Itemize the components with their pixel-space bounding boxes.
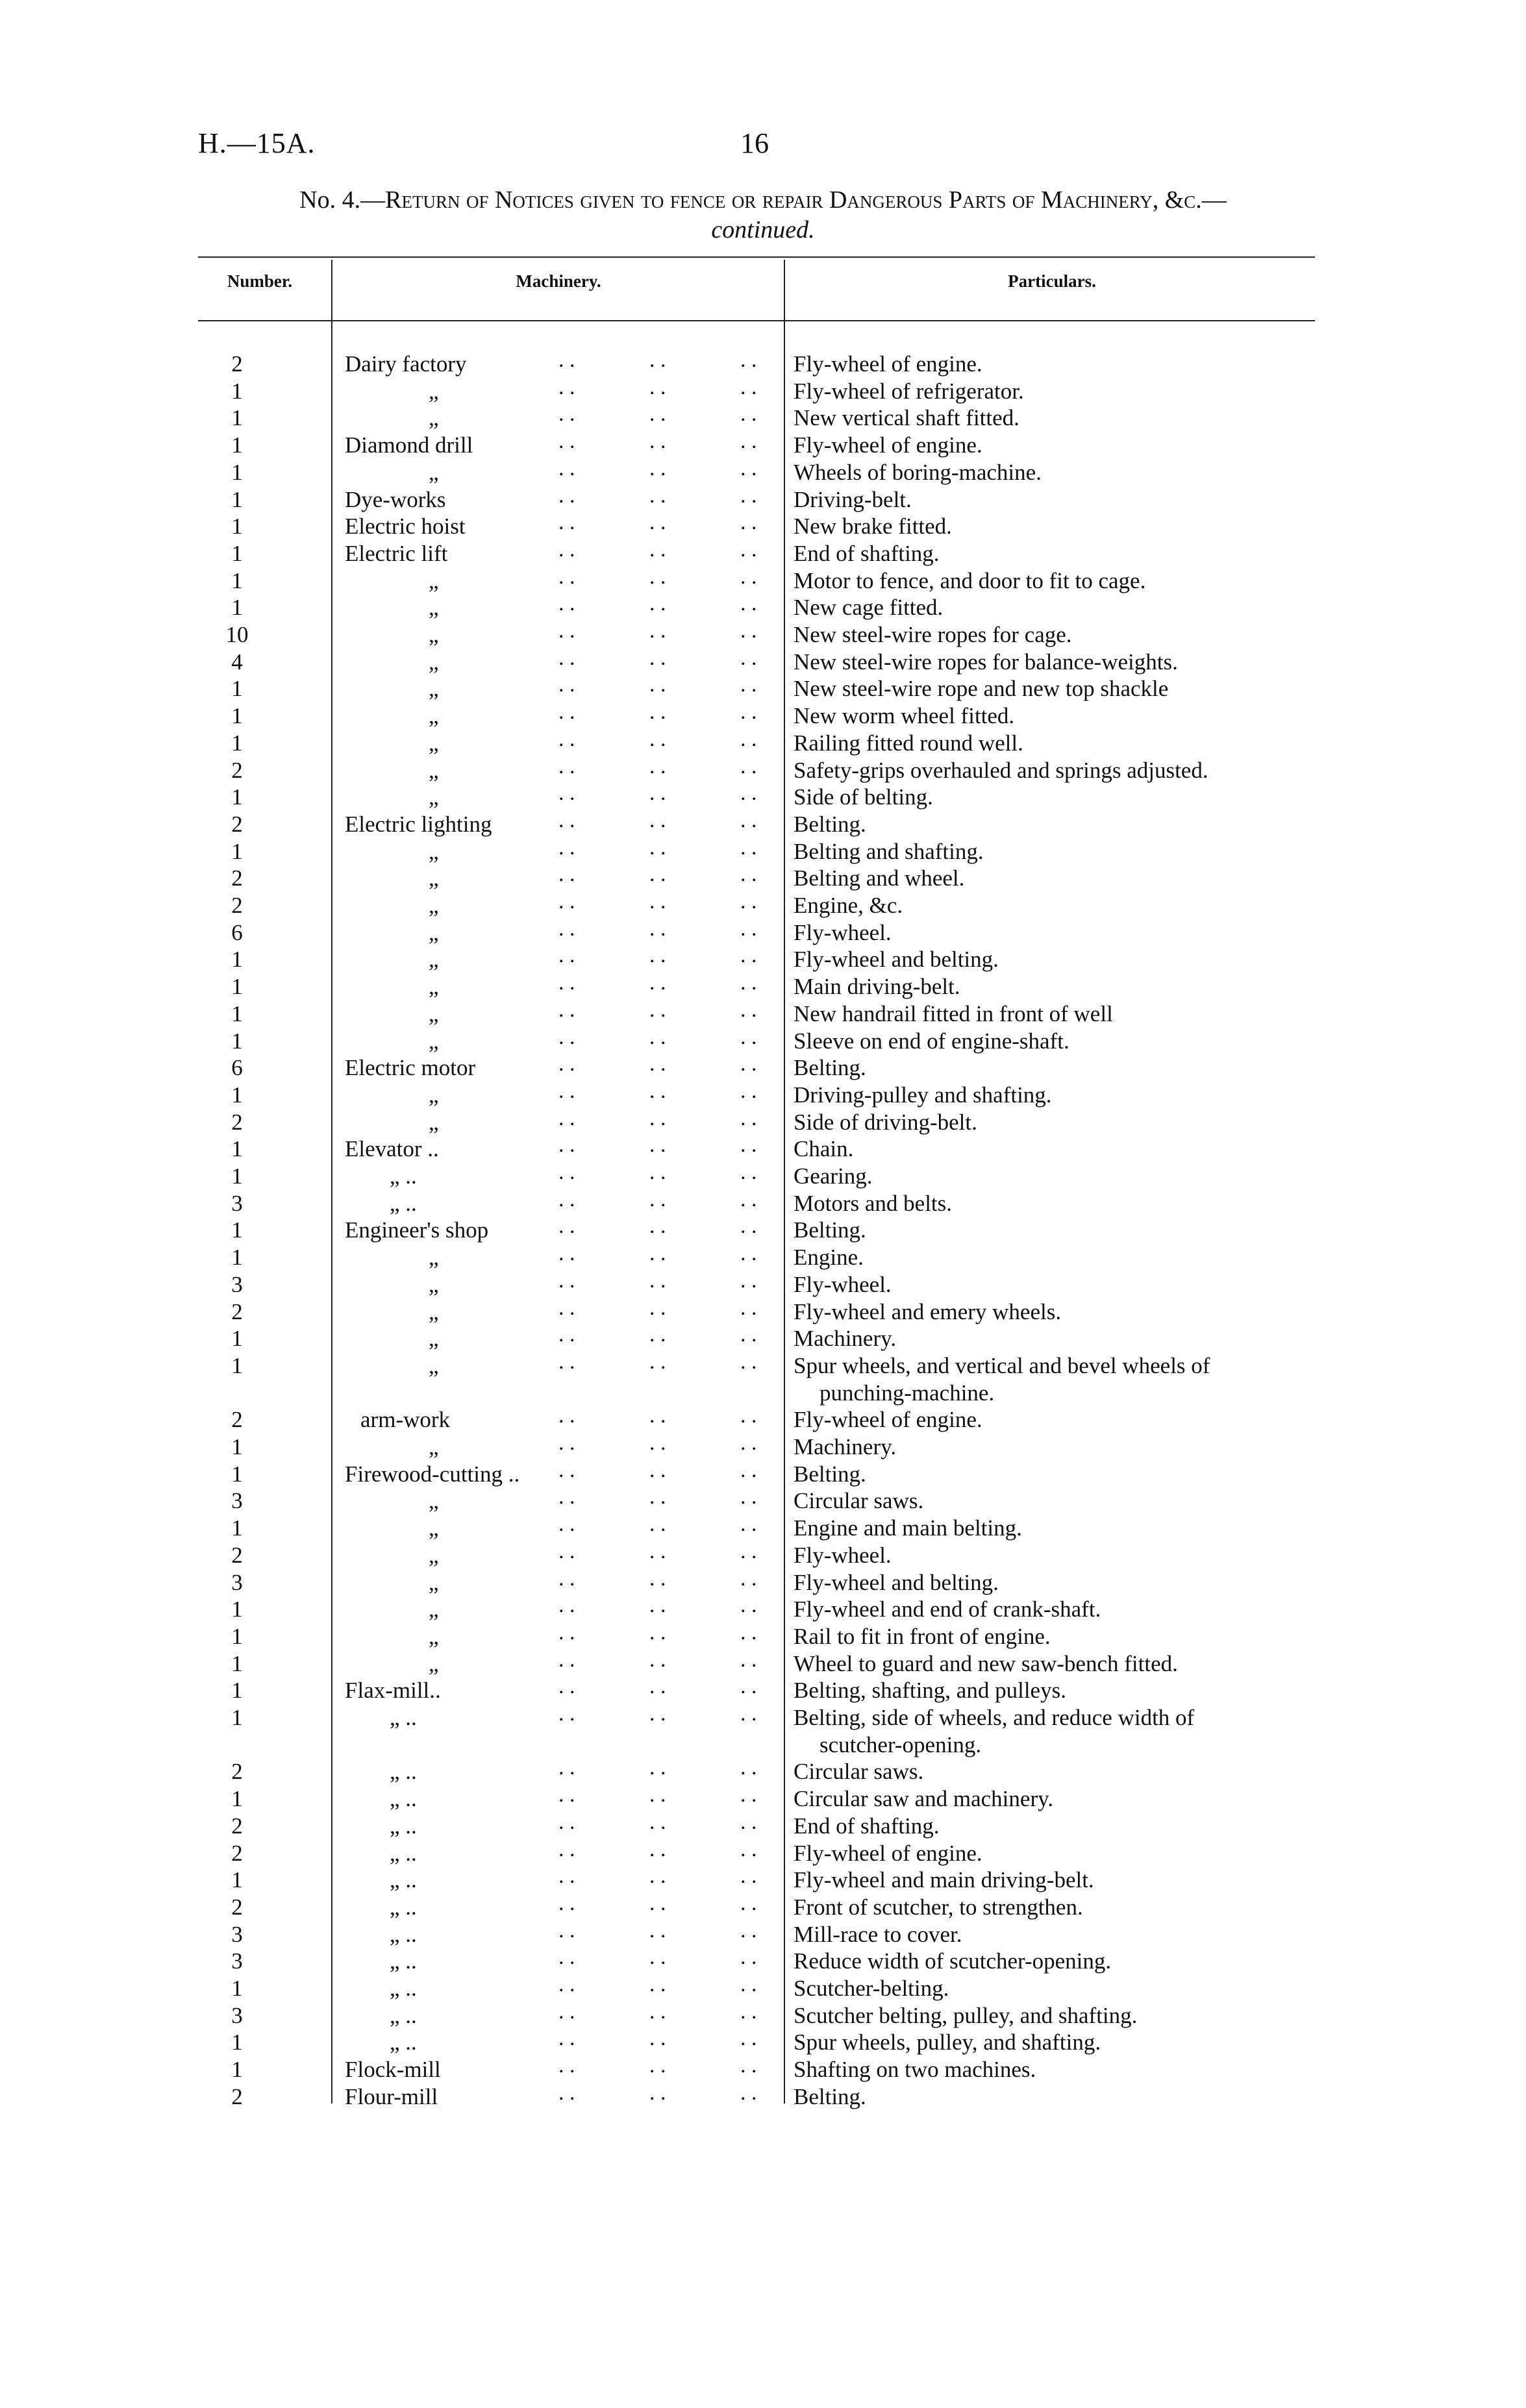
- table-row: 2 arm-work . . . . . . Fly-wheel of engine.: [0, 1406, 1526, 1433]
- row-number: 2: [231, 757, 243, 783]
- row-number: 1: [231, 459, 243, 485]
- row-particulars: Belting.: [794, 1217, 866, 1243]
- row-number: 2: [231, 351, 243, 377]
- table-header-rule: [198, 320, 1315, 321]
- row-number: 1: [231, 2057, 243, 2083]
- row-particulars: New cage fitted.: [794, 595, 944, 621]
- row-machinery: „ ..: [390, 1759, 417, 1785]
- table-row: 2 „ .. . . . . . . Front of scutcher, to strengthen.: [0, 1894, 1526, 1920]
- row-number: 1: [231, 1000, 243, 1026]
- row-particulars: Front of scutcher, to strengthen.: [794, 1894, 1083, 1920]
- row-machinery: Diamond drill: [345, 432, 473, 458]
- row-particulars: Shafting on two machines.: [794, 2057, 1036, 2083]
- row-particulars: Fly-wheel.: [794, 1542, 892, 1568]
- row-machinery: „: [429, 459, 439, 485]
- row-particulars: Belting, shafting, and pulleys.: [794, 1678, 1066, 1704]
- table-row: 1 „ . . . . . . Motor to fence, and door to fit to cage.: [0, 567, 1526, 594]
- row-machinery: „: [429, 1352, 439, 1378]
- row-particulars: New steel-wire ropes for balance-weights.: [794, 649, 1178, 675]
- table-row: 2 „ .. . . . . . . End of shafting.: [0, 1813, 1526, 1839]
- row-particulars: Scutcher-belting.: [794, 1976, 949, 2001]
- row-particulars: Side of belting.: [794, 784, 933, 810]
- row-particulars: Chain.: [794, 1136, 854, 1162]
- row-machinery: Flour-mill: [345, 2083, 438, 2109]
- row-number: 6: [231, 919, 243, 945]
- row-particulars: Belting, side of wheels, and reduce width of: [794, 1705, 1195, 1730]
- row-number: 1: [231, 1434, 243, 1459]
- row-number: 1: [231, 1678, 243, 1704]
- row-number: 2: [231, 1894, 243, 1920]
- row-particulars: Belting and wheel.: [794, 865, 965, 891]
- table-row: 2 „ . . . . . . Belting and wheel.: [0, 865, 1526, 891]
- row-machinery: Electric lift: [345, 540, 448, 566]
- row-machinery: „ ..: [390, 1190, 417, 1216]
- row-machinery: Electric hoist: [345, 514, 466, 540]
- row-particulars: Wheels of boring-machine.: [794, 459, 1042, 485]
- table-row: 1 Flock-mill . . . . . . Shafting on two machines.: [0, 2056, 1526, 2083]
- row-number: 3: [231, 1190, 243, 1216]
- row-particulars: Fly-wheel.: [794, 1271, 892, 1297]
- row-particulars: Fly-wheel of refrigerator.: [794, 378, 1024, 404]
- table-row: 1 Diamond drill . . . . . . Fly-wheel of engine.: [0, 432, 1526, 458]
- header-machinery: Machinery.: [516, 271, 601, 291]
- row-machinery: „ ..: [390, 1163, 417, 1189]
- table-row: 2 Electric lighting . . . . . . Belting.: [0, 811, 1526, 838]
- table-row: 3 „ . . . . . . Circular saws.: [0, 1487, 1526, 1514]
- row-number: 1: [231, 1326, 243, 1352]
- row-machinery: „: [429, 1271, 439, 1297]
- row-machinery: „: [429, 622, 439, 647]
- table-row: 2 „ . . . . . . Side of driving-belt.: [0, 1109, 1526, 1136]
- row-particulars: Main driving-belt.: [794, 974, 960, 1000]
- table-row: 1 Electric lift . . . . . . End of shafting.: [0, 540, 1526, 567]
- row-number: 1: [231, 947, 243, 973]
- row-machinery: „ ..: [390, 2002, 417, 2028]
- row-number: 2: [231, 1407, 243, 1433]
- table-row: 2 Flour-mill . . . . . . Belting.: [0, 2083, 1526, 2110]
- row-machinery: „: [429, 1028, 439, 1054]
- row-number: 1: [231, 676, 243, 702]
- table-row: 1 „ . . . . . . New handrail fitted in front of well: [0, 1000, 1526, 1027]
- row-number: 3: [231, 1488, 243, 1514]
- table-row: 2 „ . . . . . . Fly-wheel and emery wheels.: [0, 1298, 1526, 1325]
- row-number: 1: [231, 1245, 243, 1271]
- table-row: 3 „ . . . . . . Fly-wheel and belting.: [0, 1569, 1526, 1596]
- row-machinery: „: [429, 1515, 439, 1541]
- row-particulars: New worm wheel fitted.: [794, 703, 1015, 729]
- table-row: 1 „ . . . . . . Wheels of boring-machine.: [0, 459, 1526, 486]
- row-number: 3: [231, 1271, 243, 1297]
- row-number: 2: [231, 811, 243, 837]
- row-particulars: Fly-wheel and end of crank-shaft.: [794, 1596, 1101, 1622]
- title-prefix: No. 4.—: [299, 186, 386, 214]
- row-particulars: Fly-wheel and emery wheels.: [794, 1298, 1062, 1324]
- row-particulars: Gearing.: [794, 1163, 873, 1189]
- row-number: 1: [231, 703, 243, 729]
- row-particulars: New steel-wire ropes for cage.: [794, 622, 1072, 647]
- header-number: Number.: [227, 271, 293, 291]
- row-number: 1: [231, 1028, 243, 1054]
- row-machinery: „: [429, 1434, 439, 1459]
- row-number: 4: [231, 649, 243, 675]
- row-particulars: Fly-wheel of engine.: [794, 1840, 982, 1866]
- table-row: 1 „ .. . . . . . . Circular saw and machinery.: [0, 1785, 1526, 1812]
- table-row: 1 „ . . . . . . Machinery.: [0, 1434, 1526, 1460]
- row-number: 2: [231, 1759, 243, 1785]
- row-number: 2: [231, 865, 243, 891]
- row-machinery: „: [429, 567, 439, 593]
- row-number: 1: [231, 1650, 243, 1676]
- table-row: 1 „ . . . . . . New vertical shaft fitted.: [0, 404, 1526, 431]
- row-machinery: „: [429, 676, 439, 702]
- table-row: 1 „ . . . . . . New steel-wire rope and new top shackle: [0, 675, 1526, 702]
- row-particulars: Machinery.: [794, 1326, 897, 1352]
- row-number: 2: [231, 1813, 243, 1839]
- row-machinery: „: [429, 703, 439, 729]
- row-machinery: „: [429, 1569, 439, 1595]
- row-particulars-continued: scutcher-opening.: [819, 1732, 982, 1757]
- table-row: 2 „ .. . . . . . . Fly-wheel of engine.: [0, 1840, 1526, 1867]
- table-row: 1 „ . . . . . . New worm wheel fitted.: [0, 702, 1526, 729]
- row-number: 1: [231, 1217, 243, 1243]
- row-number: 1: [231, 730, 243, 756]
- table-row: 1 „ .. . . . . . . Fly-wheel and main driving-belt.: [0, 1867, 1526, 1893]
- table-row: 1 „ .. . . . . . . Belting, side of wheels, and reduce width of: [0, 1704, 1526, 1731]
- table-row: 2 „ . . . . . . Safety-grips overhauled and springs adjusted.: [0, 757, 1526, 784]
- row-particulars: Belting.: [794, 1461, 866, 1487]
- row-machinery: Elevator ..: [345, 1136, 439, 1162]
- row-particulars: Side of driving-belt.: [794, 1109, 977, 1135]
- row-machinery: „: [429, 919, 439, 945]
- row-machinery: Electric lighting: [345, 811, 492, 837]
- table-row: 1 Elevator .. . . . . . . Chain.: [0, 1136, 1526, 1162]
- row-machinery: „: [429, 893, 439, 918]
- row-number: 1: [231, 1163, 243, 1189]
- row-particulars: Belting.: [794, 2083, 866, 2109]
- row-number: 1: [231, 432, 243, 458]
- row-machinery: „: [429, 1000, 439, 1026]
- row-machinery: „ ..: [390, 1813, 417, 1839]
- row-machinery: „: [429, 1245, 439, 1271]
- table-row: 1 „ . . . . . . Wheel to guard and new saw-bench fitted.: [0, 1650, 1526, 1677]
- row-particulars: Belting.: [794, 1055, 866, 1081]
- row-machinery: „: [429, 1326, 439, 1352]
- table-row: 1 Firewood-cutting .. . . . . . . Belting.: [0, 1461, 1526, 1487]
- row-machinery: „: [429, 405, 439, 431]
- row-particulars: Driving-pulley and shafting.: [794, 1082, 1052, 1108]
- row-machinery: Dairy factory: [345, 351, 467, 377]
- row-particulars: Scutcher belting, pulley, and shafting.: [794, 2002, 1138, 2028]
- row-machinery: „: [429, 947, 439, 973]
- table-top-rule: [198, 256, 1315, 258]
- table-row: 1 Electric hoist . . . . . . New brake fitted.: [0, 513, 1526, 540]
- row-machinery: Firewood-cutting ..: [345, 1461, 520, 1487]
- title-continued: continued.: [711, 216, 815, 243]
- table-row: 1 „ .. . . . . . . Scutcher-belting.: [0, 1975, 1526, 2002]
- row-particulars: Fly-wheel of engine.: [794, 432, 982, 458]
- row-particulars: Spur wheels, and vertical and bevel wheels of: [794, 1352, 1210, 1378]
- row-machinery: „: [429, 378, 439, 404]
- row-particulars: Railing fitted round well.: [794, 730, 1023, 756]
- row-particulars: Rail to fit in front of engine.: [794, 1623, 1051, 1649]
- row-particulars: Fly-wheel and belting.: [794, 947, 999, 973]
- table-row: 1 „ . . . . . . Railing fitted round well.: [0, 730, 1526, 756]
- row-machinery: „ ..: [390, 1867, 417, 1893]
- row-particulars: New handrail fitted in front of well: [794, 1000, 1113, 1026]
- title-main: Return of Notices given to fence or repair Dangerous Parts of Machinery, &c.—: [385, 186, 1227, 214]
- table-row: 1 „ . . . . . . Engine.: [0, 1244, 1526, 1271]
- row-machinery: „ ..: [390, 1705, 417, 1730]
- row-particulars: Sleeve on end of engine-shaft.: [794, 1028, 1069, 1054]
- row-particulars: Fly-wheel and main driving-belt.: [794, 1867, 1094, 1893]
- table-row: 1 „ . . . . . . Machinery.: [0, 1325, 1526, 1352]
- row-number: 1: [231, 1082, 243, 1108]
- table-row: 1 „ . . . . . . Sleeve on end of engine-shaft.: [0, 1028, 1526, 1054]
- row-particulars: Engine and main belting.: [794, 1515, 1022, 1541]
- page-number: 16: [740, 127, 769, 159]
- row-machinery: „: [429, 1298, 439, 1324]
- table-row: 1 „ . . . . . . Side of belting.: [0, 784, 1526, 810]
- row-number: 2: [231, 1542, 243, 1568]
- row-machinery: „: [429, 1082, 439, 1108]
- row-number: 2: [231, 1840, 243, 1866]
- row-machinery: „: [429, 1488, 439, 1514]
- row-particulars: Motor to fence, and door to fit to cage.: [794, 567, 1146, 593]
- row-particulars: Fly-wheel of engine.: [794, 351, 982, 377]
- row-machinery: „ ..: [390, 1894, 417, 1920]
- row-particulars: Belting and shafting.: [794, 838, 984, 864]
- table-row: 1 „ .. . . . . . . Gearing.: [0, 1163, 1526, 1189]
- row-number: 3: [231, 2002, 243, 2028]
- row-number: 1: [231, 514, 243, 540]
- row-machinery: „: [429, 757, 439, 783]
- row-number: 1: [231, 1596, 243, 1622]
- row-particulars: Circular saw and machinery.: [794, 1786, 1054, 1812]
- row-machinery: „ ..: [390, 1921, 417, 1947]
- table-row: 1 „ . . . . . . New cage fitted.: [0, 594, 1526, 621]
- row-particulars: New brake fitted.: [794, 514, 952, 540]
- row-number: 6: [231, 1055, 243, 1081]
- row-particulars: Fly-wheel.: [794, 919, 892, 945]
- table-row: 3 „ .. . . . . . . Motors and belts.: [0, 1190, 1526, 1217]
- table-row: 10 „ . . . . . . New steel-wire ropes for cage.: [0, 621, 1526, 648]
- table-row: 1 „ . . . . . . Main driving-belt.: [0, 973, 1526, 1000]
- table-row: 1 „ . . . . . . Spur wheels, and vertical and bevel wheels of: [0, 1352, 1526, 1379]
- table-row: 1 „ . . . . . . Driving-pulley and shafting.: [0, 1082, 1526, 1108]
- row-machinery: „ ..: [390, 1948, 417, 1974]
- row-particulars: Engine, &c.: [794, 893, 903, 918]
- row-machinery: Engineer's shop: [345, 1217, 489, 1243]
- row-machinery: „ ..: [390, 1786, 417, 1812]
- table-row: 1 „ . . . . . . Engine and main belting.: [0, 1515, 1526, 1541]
- row-particulars: Motors and belts.: [794, 1190, 953, 1216]
- row-particulars: End of shafting.: [794, 1813, 940, 1839]
- row-particulars: Belting.: [794, 811, 866, 837]
- row-machinery: „: [429, 865, 439, 891]
- row-number: 1: [231, 1623, 243, 1649]
- row-number: 1: [231, 1352, 243, 1378]
- row-machinery: „: [429, 974, 439, 1000]
- table-row: 6 Electric motor . . . . . . Belting.: [0, 1054, 1526, 1081]
- row-machinery: Flock-mill: [345, 2057, 441, 2083]
- row-number: 1: [231, 1867, 243, 1893]
- row-machinery: „: [429, 1109, 439, 1135]
- row-number: 1: [231, 540, 243, 566]
- row-number: 2: [231, 2083, 243, 2109]
- row-number: 1: [231, 1461, 243, 1487]
- table-row: 1 „ . . . . . . Fly-wheel and end of crank-shaft.: [0, 1596, 1526, 1622]
- row-particulars: End of shafting.: [794, 540, 940, 566]
- row-number: 10: [225, 622, 249, 647]
- row-number: 1: [231, 1515, 243, 1541]
- row-particulars: Wheel to guard and new saw-bench fitted.: [794, 1650, 1178, 1676]
- table-row: 2 Dairy factory . . . . . . Fly-wheel of engine.: [0, 351, 1526, 377]
- row-particulars-continued: punching-machine.: [819, 1380, 995, 1406]
- table-row: 3 „ .. . . . . . . Mill-race to cover.: [0, 1921, 1526, 1948]
- table-row: 2 „ .. . . . . . . Circular saws.: [0, 1758, 1526, 1785]
- table-row: 1 „ . . . . . . Fly-wheel of refrigerator.: [0, 378, 1526, 404]
- page-title: [195, 185, 1331, 245]
- row-number: 1: [231, 1786, 243, 1812]
- table-row: 3 „ .. . . . . . . Reduce width of scutcher-opening.: [0, 1948, 1526, 1974]
- row-particulars: Circular saws.: [794, 1759, 924, 1785]
- row-number: 1: [231, 974, 243, 1000]
- row-particulars: Mill-race to cover.: [794, 1921, 962, 1947]
- row-machinery: „: [429, 595, 439, 621]
- row-particulars: Safety-grips overhauled and springs adjusted.: [794, 757, 1208, 783]
- row-machinery: „ ..: [390, 1840, 417, 1866]
- row-particulars: New vertical shaft fitted.: [794, 405, 1019, 431]
- table-row: 1 Engineer's shop . . . . . . Belting.: [0, 1217, 1526, 1243]
- row-machinery: „ ..: [390, 2029, 417, 2055]
- row-number: 1: [231, 838, 243, 864]
- row-machinery: „: [429, 784, 439, 810]
- row-particulars: Circular saws.: [794, 1488, 924, 1514]
- row-machinery: „: [429, 838, 439, 864]
- row-machinery: „: [429, 1650, 439, 1676]
- row-particulars: Engine.: [794, 1245, 864, 1271]
- row-machinery: arm-work: [360, 1407, 451, 1433]
- table-row: 4 „ . . . . . . New steel-wire ropes for balance-weights.: [0, 649, 1526, 675]
- row-number: 1: [231, 2029, 243, 2055]
- table-row: 1 Flax-mill.. . . . . . . Belting, shafting, and pulleys.: [0, 1677, 1526, 1704]
- header-particulars: Particulars.: [1008, 271, 1096, 291]
- row-number: 1: [231, 486, 243, 512]
- row-particulars: Machinery.: [794, 1434, 897, 1459]
- row-machinery: „: [429, 649, 439, 675]
- row-number: 1: [231, 784, 243, 810]
- table-row: 1 „ .. . . . . . . Spur wheels, pulley, and shafting.: [0, 2029, 1526, 2055]
- row-number: 3: [231, 1948, 243, 1974]
- row-particulars: Fly-wheel and belting.: [794, 1569, 999, 1595]
- row-number: 3: [231, 1921, 243, 1947]
- row-particulars: New steel-wire rope and new top shackle: [794, 676, 1169, 702]
- row-number: 1: [231, 1976, 243, 2001]
- row-particulars: Fly-wheel of engine.: [794, 1407, 982, 1433]
- row-number: 1: [231, 1705, 243, 1730]
- row-number: 1: [231, 1136, 243, 1162]
- table-row: 3 „ . . . . . . Fly-wheel.: [0, 1271, 1526, 1298]
- table-row: 3 „ .. . . . . . . Scutcher belting, pulley, and shafting.: [0, 2002, 1526, 2029]
- row-machinery: „: [429, 1542, 439, 1568]
- row-particulars: Driving-belt.: [794, 486, 912, 512]
- row-number: 1: [231, 405, 243, 431]
- row-machinery: „: [429, 1596, 439, 1622]
- table-row: 6 „ . . . . . . Fly-wheel.: [0, 919, 1526, 946]
- table-row: 1 „ . . . . . . Fly-wheel and belting.: [0, 946, 1526, 973]
- row-machinery: „: [429, 1623, 439, 1649]
- row-machinery: Electric motor: [345, 1055, 476, 1081]
- row-number: 2: [231, 1298, 243, 1324]
- row-particulars: Spur wheels, pulley, and shafting.: [794, 2029, 1101, 2055]
- row-number: 3: [231, 1569, 243, 1595]
- row-particulars: Reduce width of scutcher-opening.: [794, 1948, 1112, 1974]
- row-number: 1: [231, 378, 243, 404]
- row-number: 1: [231, 595, 243, 621]
- table-row: 1 „ . . . . . . Belting and shafting.: [0, 838, 1526, 865]
- table-row: 2 „ . . . . . . Engine, &c.: [0, 892, 1526, 919]
- row-number: 2: [231, 893, 243, 918]
- table-row: 1 Dye-works . . . . . . Driving-belt.: [0, 486, 1526, 513]
- table-row: 1 „ . . . . . . Rail to fit in front of engine.: [0, 1623, 1526, 1650]
- row-number: 1: [231, 567, 243, 593]
- row-machinery: „: [429, 730, 439, 756]
- row-machinery: Dye-works: [345, 486, 446, 512]
- table-row: 2 „ . . . . . . Fly-wheel.: [0, 1542, 1526, 1569]
- row-number: 2: [231, 1109, 243, 1135]
- document-reference: H.—15A.: [198, 127, 316, 159]
- row-machinery: „ ..: [390, 1976, 417, 2001]
- row-machinery: Flax-mill..: [345, 1678, 441, 1704]
